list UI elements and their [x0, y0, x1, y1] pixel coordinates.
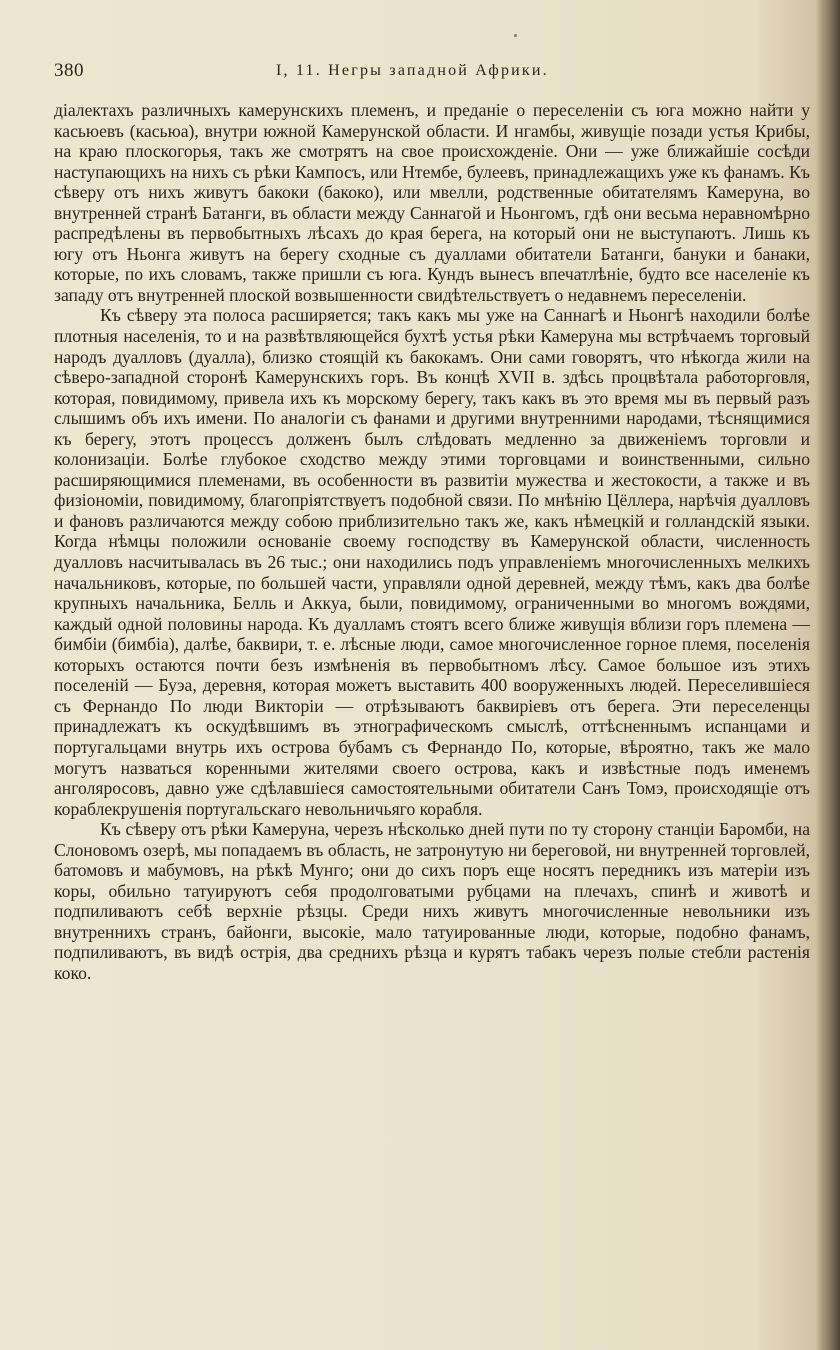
body-text [54, 100, 810, 984]
page-number: 380 [54, 60, 84, 81]
ink-speck [514, 34, 517, 37]
page-header [54, 60, 794, 86]
paragraph-1: діалектахъ различныхъ камерунскихъ племенъ, и преданіе о переселеніи съ юга можно найти у касьюевъ (касьюа), внутри южной Камерунской области. И нгамбы, живущіе позади устья Крибы, на краю плоскогорья, такъ же смотрятъ на свое происхожденіе. Они — уже ближайшіе сосѣди наступающихъ на нихъ съ рѣки Кампосъ, или Нтембе, булеевъ, принадлежащихъ уже къ фанамъ. Къ сѣверу отъ нихъ живутъ бакоки (бакоко), или мвелли, родственные обитателямъ Камеруна, во внутренней странѣ Батанги, въ области между Саннагой и Ньонгомъ, гдѣ они весьма неравномѣрно распредѣлены въ первобытныхъ лѣсахъ до края берега, на который они не выступаютъ. Лишь къ югу отъ Ньонга живутъ на берегу сходные съ дуаллами обитатели Батанги, бануки и банаки, которые, по ихъ словамъ, также пришли съ юга. Кундъ вынесъ впечатлѣніе, будто все населеніе къ западу отъ внутренней плоской возвышенности свидѣтельствуетъ о недавнемъ переселеніи. [54, 100, 810, 305]
paragraph-3: Къ сѣверу отъ рѣки Камеруна, черезъ нѣсколько дней пути по ту сторону станціи Баромби, на Слоновомъ озерѣ, мы попадаемъ въ область, не затронутую ни береговой, ни внутренней торговлей, батомовъ и мабумовъ, на рѣкѣ Мунго; они до сихъ поръ еще носятъ передникъ изъ матеріи изъ коры, обильно татуируютъ себя продолговатыми рубцами на плечахъ, спинѣ и животѣ и подпиливаютъ себѣ верхніе рѣзцы. Среди нихъ живутъ многочисленные невольники изъ внутреннихъ странъ, байонги, высокіе, мало татуированные люди, которые, подобно фанамъ, подпиливаютъ, въ видѣ острія, два среднихъ рѣзца и курятъ табакъ черезъ полые стебли растенія коко. [54, 819, 810, 983]
book-spine-shadow [816, 0, 840, 1350]
running-head: I, 11. Негры западной Африки. [276, 62, 549, 79]
paragraph-2: Къ сѣверу эта полоса расширяется; такъ какъ мы уже на Саннагѣ и Ньонгѣ находили болѣе плотныя населенія, то и на развѣтвляющейся бухтѣ устья рѣки Камеруна мы встрѣчаемъ торговый народъ дуалловъ (дуалла), близко стоящій къ бакокамъ. Они сами говорятъ, что нѣкогда жили на сѣверо-западной сторонѣ Камерунскихъ горъ. Въ концѣ XVII в. здѣсь процвѣтала работорговля, которая, повидимому, привела ихъ къ морскому берегу, такъ какъ въ это время мы въ первый разъ слышимъ объ ихъ имени. По аналогіи съ фанами и другими внутренними народами, тѣснящимися къ берегу, этотъ процессъ долженъ былъ слѣдовать медленно за движеніемъ торговли и колонизаціи. Болѣе глубокое сходство между этими торговцами и воинственными, сильно расширяющимися племенами, въ особенности въ развитіи мужества и жестокости, а также и въ физіономіи, повидимому, благопріятствуетъ подобной связи. По мнѣнію Цёллера, нарѣчія дуалловъ и фановъ различаются между собою приблизительно такъ же, какъ нѣмецкій и голландскій языки. Когда нѣмцы положили основаніе своему господству въ Камерунской области, численность дуалловъ насчитывалась въ 26 тыс.; они находились подъ управленіемъ многочисленныхъ мелкихъ начальниковъ, которые, по большей части, управляли одной деревней, между тѣмъ, какъ два болѣе крупныхъ начальника, Белль и Аккуа, были, повидимому, ограниченными во многомъ вождями, каждый одной половины народа. Къ дуалламъ стоятъ всего ближе живущія вблизи горъ племена — бимбіи (бимбіа), далѣе, баквири, т. е. лѣсные люди, самое многочисленное горное племя, поселенія которыхъ остаются почти безъ измѣненія въ первобытномъ лѣсу. Самое большое изъ этихъ поселеній — Буэа, деревня, которая можетъ выставить 400 вооруженныхъ людей. Переселившіеся съ Фернандо По люди Викторіи — отрѣзываютъ баквиріевъ отъ берега. Эти переселенцы принадлежатъ къ оскудѣвшимъ въ этнографическомъ смыслѣ, оттѣсненнымъ испанцами и португальцами внутрь ихъ острова бубамъ съ Фернандо По, которые, вѣроятно, такъ же мало могутъ назваться коренными жителями своего острова, какъ и извѣстные подъ именемъ анголяросовъ, давно уже сдѣлавшіеся самостоятельными обитатели Санъ Томэ, происходящіе отъ кораблекрушенія португальскаго невольничьяго корабля. [54, 305, 810, 819]
